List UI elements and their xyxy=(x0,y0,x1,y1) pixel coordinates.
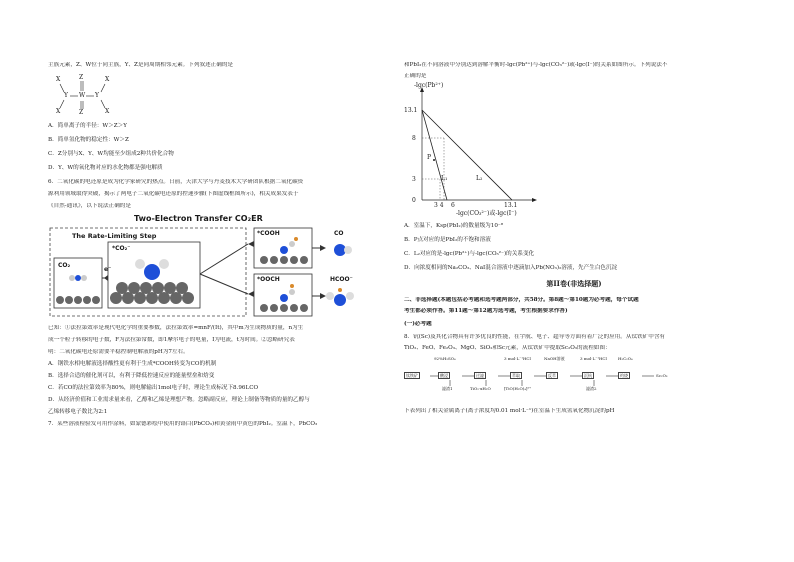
q6-option-a: A．钢铁水相电解液选择酸性更有利于生成*COOH转变为CO的机制 xyxy=(48,360,217,367)
subsection-title: (一)必考题 xyxy=(404,320,432,327)
q7-option-c: C．L₂对应的是-lgc(Pb²⁺)与-lgc(CO₃²⁻)的关系变化 xyxy=(404,250,535,257)
structure-formula xyxy=(48,75,138,115)
solubility-graph xyxy=(404,82,564,217)
q8-table-intro: 下表列出了相关金属离子(离子浓度均0.01 mol·L⁻¹)在室温下生成氢氧化物沉淀的pH xyxy=(404,407,615,414)
graph-point-p: P xyxy=(427,153,432,161)
section-intro-1: 二、非选择题(本题包括必考题和选考题两部分，共58分。第8题～第10题为必考题，每个试题 xyxy=(404,296,639,303)
q8-text-2: TiO₂、FeO、Fe₂O₃、MgO、SiO₂和Sc元素，从钛铁矿中提取Sc₂O₃的流程如图： xyxy=(404,344,611,351)
co2-radical-label: *CO₂⁻ xyxy=(112,244,131,252)
q6-option-b: B．选择合适的催化剂可以，有利于降低控速反应的能量壁垒和焓变 xyxy=(48,372,215,379)
q7-option-d: D．向浓度相同的Na₂CO₃、NaI混合溶液中逐滴加入Pb(NO₃)₂溶液，先产生白色沉淀 xyxy=(404,264,618,271)
section-title: 第II卷(非选择题) xyxy=(546,278,602,288)
graph-ylabel: -lgc(Pb²⁺) xyxy=(414,81,444,89)
atom-z: Z xyxy=(79,73,84,81)
q6-option-c: C．若CO的法拉第效率为80%，则电解输出1mol电子时，理论生成标况下8.96LCO xyxy=(48,384,259,391)
q6-option-d-cont: 乙烯转移电子数比为2:1 xyxy=(48,408,108,415)
atom-w: W xyxy=(79,91,86,99)
co-label: CO xyxy=(334,229,344,237)
q5-option-c: C．Z分别与X、Y、W均能至少组成2种共价化合物 xyxy=(48,150,174,157)
q6-text-1: 6．二氧化碳的电还原是成为化学家研究的热点。日前，天津大学与丹麦技术大学研团队根据二氧化碳资 xyxy=(48,178,304,185)
flow-product: Sc₂O₃ xyxy=(656,372,668,378)
electron-label: e⁻ xyxy=(104,265,112,273)
structure-bonds xyxy=(48,75,138,115)
q4-intro: 主族元素，Z、W位于同主族，Y、Z是同周期相邻元素。下列叙述正确的是 xyxy=(48,62,234,68)
graph-line-l1: L₁ xyxy=(441,174,448,182)
ooch-label: *OOCH xyxy=(257,275,280,283)
q7-option-a: A．室温下，Ksp(PbI₂)的数量级为10⁻⁸ xyxy=(404,222,504,229)
flow-node: 钛铁矿 xyxy=(406,372,418,378)
flow-reagent: H₂C₂O₄ xyxy=(618,355,633,361)
flow-reagent: NaOH溶液 xyxy=(544,355,565,361)
q5-option-d: D．Y、W的氧化物对应的水化物都是强电解质 xyxy=(48,164,163,171)
figure-title: Two-Electron Transfer CO₂ER xyxy=(134,213,263,223)
flow-product: 滤渣2 xyxy=(586,385,597,391)
right-column xyxy=(404,62,744,421)
process-flowchart xyxy=(404,354,724,394)
flow-node: 沉钪 xyxy=(584,372,592,378)
q5-option-a: A．简单离子的半径：W＞Z＞Y xyxy=(48,122,127,129)
q6-text-3: 《自然-通讯》，以下说法正确的是 xyxy=(48,202,131,209)
graph-line-l2: L₂ xyxy=(476,174,483,182)
q6-note-3: 明：二氧化碳电还原需要平稳控制电解液的pH为7左右。 xyxy=(48,348,189,355)
atom-z: Z xyxy=(79,108,84,116)
co2-label: CO₂ xyxy=(58,261,71,269)
graph-tick-y: 13.1 xyxy=(404,106,418,114)
graph-tick-x: 13.1 xyxy=(504,201,518,209)
flow-node: 过滤 xyxy=(476,372,484,378)
left-column xyxy=(48,62,388,434)
q7-continued: 和PbI₂在不同溶液中分别达到溶解平衡时-lgc(Pb²⁺)与-lgc(CO₃²⁻)或-lgc(I⁻)的关系如图所示。下列说法不 xyxy=(404,62,668,68)
flow-reagent: 3 mol·L⁻¹HCl xyxy=(580,355,607,361)
flow-product: TiO₂·xH₂O xyxy=(470,385,491,391)
atom-y: Y xyxy=(64,91,68,99)
q6-text-2: 源利用领域取得突破，揭示了两电子二氧化碳电还原的控速步骤(下图虚线框图所示)，相关成果发表于 xyxy=(48,190,299,197)
graph-tick-y: 8 xyxy=(412,134,416,142)
q6-option-d: D．从经济价值和工业需求量来看，乙醇和乙烯是理想产物。忽略副反应，理论上制备等物质的量的乙醇与 xyxy=(48,396,310,403)
q7-option-b: B．P点对应的是PbI₂的不饱和溶液 xyxy=(404,236,491,243)
hcoo-label: HCOO⁻ xyxy=(330,275,353,283)
section-intro-2: 考生都必须作答。第11题～第12题为选考题，考生根据要求作答) xyxy=(404,307,568,314)
flow-reagent: 92%H₂SO₄ xyxy=(434,355,456,361)
q7-continued-2: 正确的是 xyxy=(404,72,427,79)
q6-note-2: 成一个粒子转移的电子数，F为法拉第常数，即1摩尔电子的电量，I为电流，t为时间。②忽略研究表 xyxy=(48,336,295,343)
graph-xlabel: -lgc(CO₃²⁻)或-lgc(I⁻) xyxy=(456,209,517,217)
rate-limiting-label: The Rate-Limiting Step xyxy=(72,231,157,240)
flow-node: 灼烧 xyxy=(620,372,628,378)
q6-note-1: 已知：①法拉第效率是现代电化学的重要参数，法拉第效率=mnF/(It)，其中m为生成物质的量，n为生 xyxy=(48,324,304,331)
q8-text-1: 8．钪(Sc)及其化合物具有许多优良的性能，在宇航、电子、超导等方面有着广泛的应用。从钛铁矿中含有 xyxy=(404,333,666,340)
atom-y: Y xyxy=(95,91,99,99)
flow-node: 酸浸 xyxy=(440,372,448,378)
graph-tick-x: 6 xyxy=(451,201,455,209)
atom-x: X xyxy=(105,107,110,115)
co2er-figure xyxy=(48,214,384,319)
atom-x: X xyxy=(105,75,110,83)
flow-node: 反萃 xyxy=(548,372,556,378)
q7-text: 7．某些溶液检验发可用作涂料，如蒙德彩绘中使用的铬白(PbCO₃)和黄金雨中黄色的PbI₂。室温下，PbCO₃ xyxy=(48,420,318,427)
flow-product: [TiO(H₂O)₄]²⁺ xyxy=(504,385,532,391)
graph-tick-y: 0 xyxy=(412,196,416,204)
atom-x: X xyxy=(56,75,61,83)
flow-product: 滤渣1 xyxy=(442,385,453,391)
q5-option-b: B．简单氢化物的稳定性：W＞Z xyxy=(48,136,129,143)
graph-tick-x: 3 4 xyxy=(434,201,444,209)
atom-x: X xyxy=(56,107,61,115)
flow-node: 萃取 xyxy=(512,372,520,378)
graph-tick-y: 3 xyxy=(412,175,416,183)
flow-reagent: 3 mol·L⁻¹HCl xyxy=(504,355,531,361)
cooh-label: *COOH xyxy=(257,229,280,237)
graph-plot xyxy=(404,82,564,217)
